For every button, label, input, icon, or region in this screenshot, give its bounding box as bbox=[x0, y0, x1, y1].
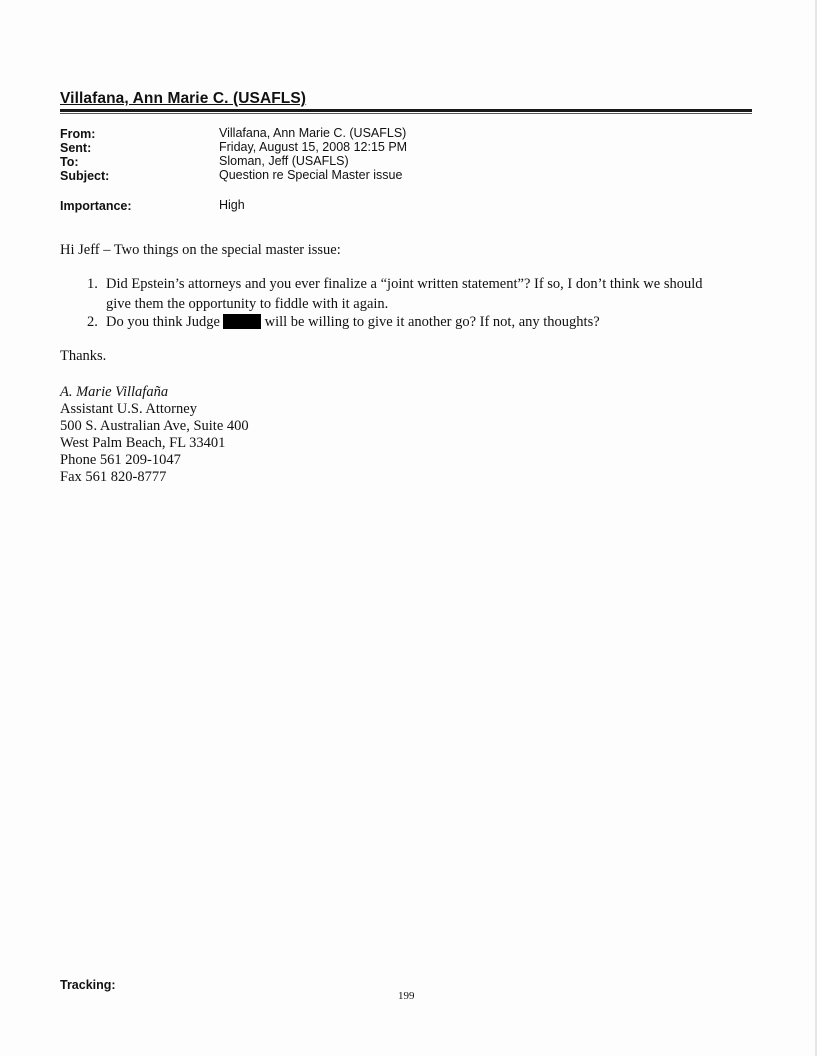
signature-title: Assistant U.S. Attorney bbox=[60, 401, 197, 417]
list-item-text-before: Do you think Judge bbox=[106, 314, 220, 330]
subject-value: Question re Special Master issue bbox=[219, 168, 403, 182]
sent-value: Friday, August 15, 2008 12:15 PM bbox=[219, 140, 408, 154]
from-label: From: bbox=[60, 127, 96, 141]
redaction-box bbox=[223, 314, 261, 329]
list-item bbox=[106, 314, 600, 331]
list-item-text-continued: give them the opportunity to fiddle with it again. bbox=[106, 296, 389, 312]
signature-phone: Phone 561 209-1047 bbox=[60, 452, 181, 468]
importance-value: High bbox=[219, 198, 245, 212]
importance-label: Importance: bbox=[60, 199, 132, 213]
closing: Thanks. bbox=[60, 348, 107, 364]
page-number: 199 bbox=[398, 990, 415, 1002]
tracking-label: Tracking: bbox=[60, 978, 116, 992]
signature-fax: Fax 561 820-8777 bbox=[60, 469, 167, 485]
signature-name: A. Marie Villafaña bbox=[60, 384, 169, 400]
from-value: Villafana, Ann Marie C. (USAFLS) bbox=[219, 126, 407, 140]
header-divider bbox=[60, 109, 752, 112]
list-item-number: 1. bbox=[87, 276, 98, 292]
header-divider-thin bbox=[60, 113, 752, 114]
sent-label: Sent: bbox=[60, 141, 92, 155]
signature-address-line2: West Palm Beach, FL 33401 bbox=[60, 435, 226, 451]
to-label: To: bbox=[60, 155, 79, 169]
signature-address-line1: 500 S. Australian Ave, Suite 400 bbox=[60, 418, 249, 434]
list-item-number: 2. bbox=[87, 314, 98, 330]
greeting: Hi Jeff – Two things on the special master issue: bbox=[60, 242, 341, 258]
to-value: Sloman, Jeff (USAFLS) bbox=[219, 154, 349, 168]
list-item-text-after: will be willing to give it another go? If not, any thoughts? bbox=[264, 314, 600, 330]
sender-title: Villafana, Ann Marie C. (USAFLS) bbox=[60, 90, 307, 107]
subject-label: Subject: bbox=[60, 169, 110, 183]
list-item-text: Did Epstein’s attorneys and you ever finalize a “joint written statement”? If so, I don’t think we should bbox=[106, 276, 703, 292]
